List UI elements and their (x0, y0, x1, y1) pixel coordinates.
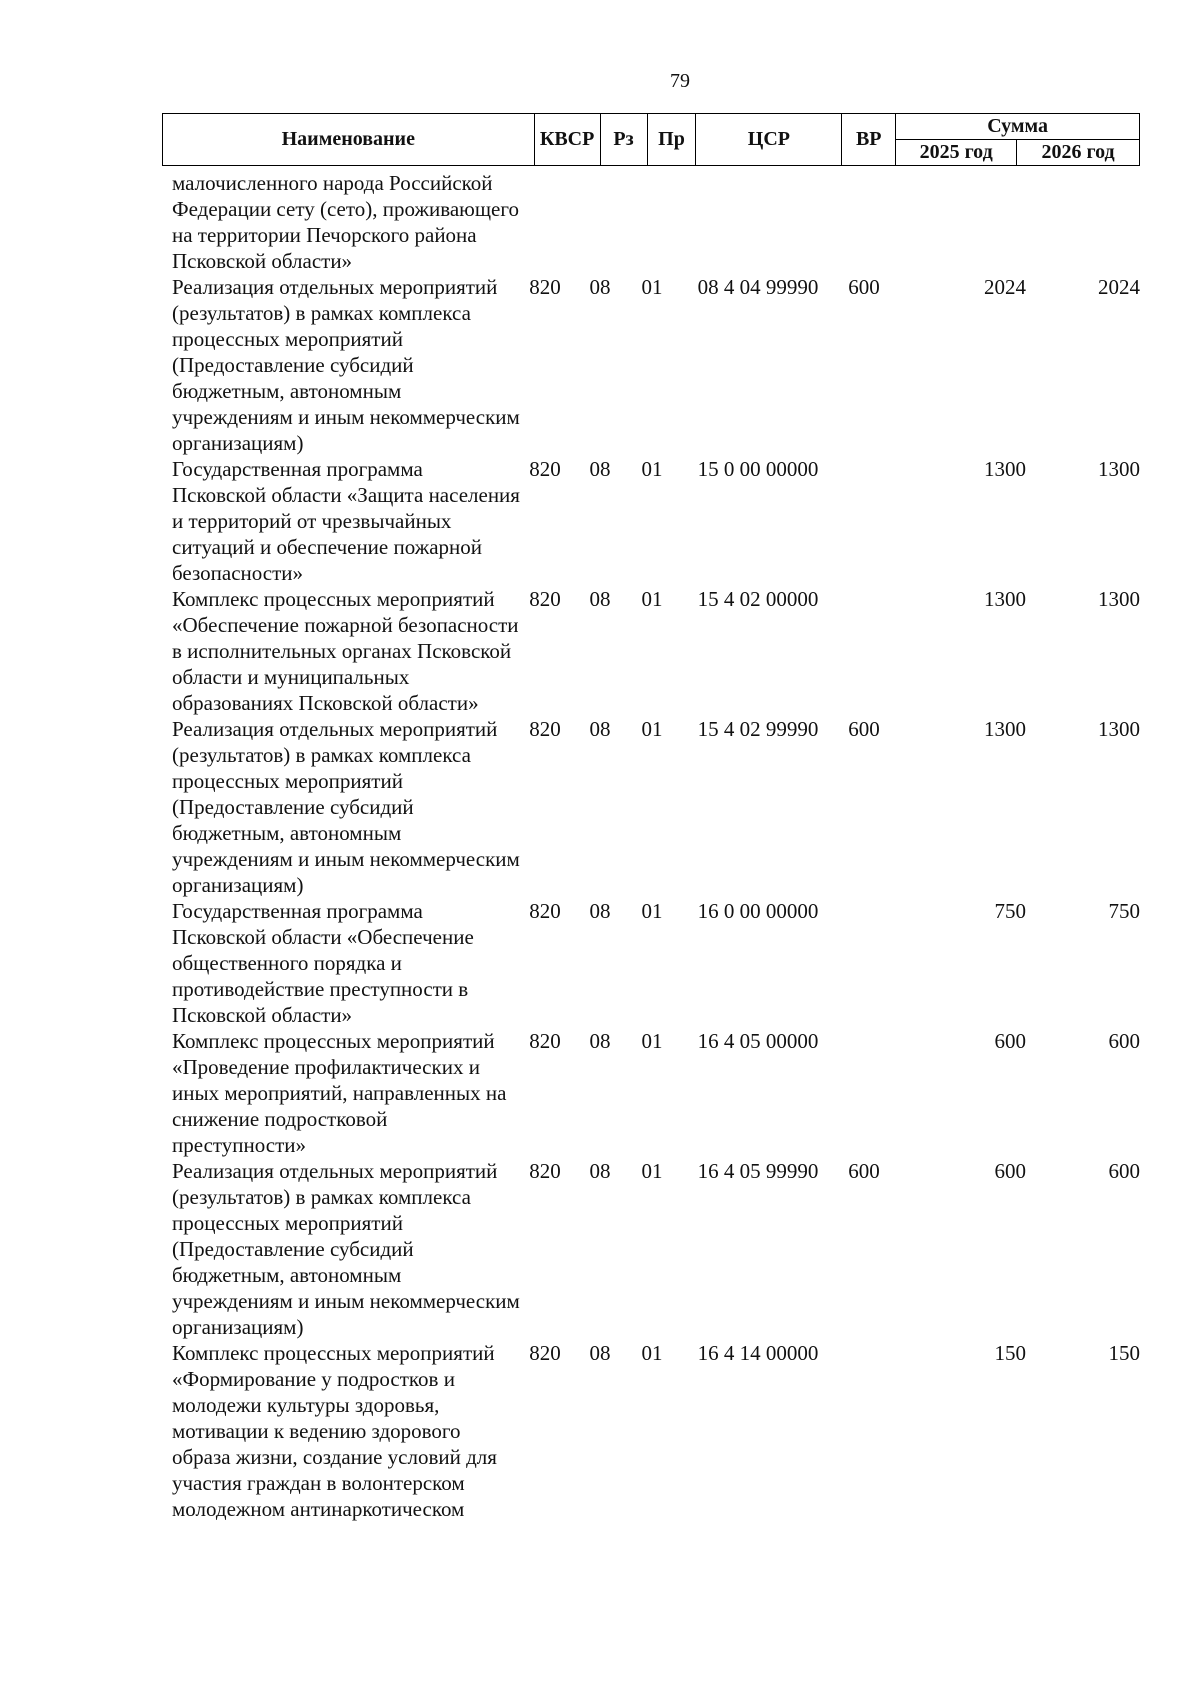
row-kvsr: 820 (529, 1159, 561, 1183)
row-csr: 16 4 05 99990 (697, 1159, 819, 1183)
row-csr: 08 4 04 99990 (697, 275, 819, 299)
row-csr: 16 4 05 00000 (697, 1029, 819, 1053)
row-vr: 600 (848, 717, 880, 741)
row-rz: 08 (589, 1159, 611, 1183)
row-sum-2025: 150 (994, 1341, 1026, 1365)
row-vr (842, 170, 886, 274)
row-name: Комплекс процессных мероприятий «Формирование у подростков и молодежи культуры здоровья, мотивации к ведению здорового образа жизни, создание условий для участия граждан в волонтерском молодежном антинаркотическом (172, 1341, 497, 1521)
row-vr (842, 456, 886, 586)
table-row (172, 898, 1140, 1028)
row-kvsr: 820 (529, 899, 561, 923)
row-sum-2026: 1300 (1098, 457, 1140, 481)
row-name: малочисленного народа Российской Федерации сету (сето), проживающего на территории Печорского района Псковской области» (172, 171, 519, 273)
row-sum-2026: 1300 (1098, 717, 1140, 741)
row-name: Государственная программа Псковской области «Защита населения и территорий от чрезвычайных ситуаций и обеспечение пожарной безопасности» (172, 457, 520, 585)
row-sum-2025: 2024 (984, 275, 1026, 299)
row-kvsr: 820 (529, 275, 561, 299)
row-vr: 600 (848, 1159, 880, 1183)
table-row (172, 170, 1140, 274)
row-pr: 01 (641, 1159, 663, 1183)
row-kvsr: 820 (529, 1341, 561, 1365)
row-sum-2026: 600 (1108, 1029, 1140, 1053)
table-row (172, 1340, 1140, 1522)
row-rz: 08 (589, 1029, 611, 1053)
row-pr (630, 170, 674, 274)
table-body (172, 170, 1140, 1522)
row-rz: 08 (589, 587, 611, 611)
table-row (172, 1158, 1140, 1340)
row-rz: 08 (589, 275, 611, 299)
row-sum-2026: 600 (1108, 1159, 1140, 1183)
row-name: Комплекс процессных мероприятий «Проведение профилактических и иных мероприятий, направленных на снижение подростковой преступности» (172, 1029, 507, 1157)
row-vr (842, 1028, 886, 1158)
row-sum-2025: 1300 (984, 717, 1026, 741)
row-kvsr: 820 (529, 587, 561, 611)
row-pr: 01 (641, 275, 663, 299)
row-name: Государственная программа Псковской области «Обеспечение общественного порядка и противодействие преступности в Псковской области» (172, 899, 474, 1027)
row-sum-2026: 1300 (1098, 587, 1140, 611)
row-rz (570, 170, 630, 274)
header-sum: Сумма (896, 114, 1140, 140)
row-vr: 600 (848, 275, 880, 299)
row-name: Реализация отдельных мероприятий (результатов) в рамках комплекса процессных мероприятий (Предоставление субсидий бюджетным, автономным учреждениям и иным некоммерческим организациям) (172, 275, 520, 455)
row-pr: 01 (641, 1029, 663, 1053)
row-csr: 15 4 02 99990 (697, 717, 819, 741)
header-name: Наименование (163, 114, 535, 166)
table-row (172, 586, 1140, 716)
header-year-2025: 2025 год (896, 140, 1017, 166)
table-header (162, 113, 1140, 166)
header-kvsr: КВСР (534, 114, 600, 166)
table-row (172, 716, 1140, 898)
row-sum-2025 (886, 170, 1026, 274)
row-vr (842, 898, 886, 1028)
table-row (172, 274, 1140, 456)
row-name: Реализация отдельных мероприятий (результатов) в рамках комплекса процессных мероприятий (Предоставление субсидий бюджетным, автономным учреждениям и иным некоммерческим организациям) (172, 1159, 520, 1339)
header-vr: ВР (842, 114, 896, 166)
row-pr: 01 (641, 457, 663, 481)
row-csr: 16 0 00 00000 (697, 899, 819, 923)
row-sum-2025: 1300 (984, 457, 1026, 481)
row-sum-2026 (1026, 170, 1140, 274)
header-pr: Пр (647, 114, 696, 166)
header-year-2026: 2026 год (1017, 140, 1140, 166)
row-sum-2025: 1300 (984, 587, 1026, 611)
row-pr: 01 (641, 587, 663, 611)
row-pr: 01 (641, 717, 663, 741)
row-kvsr: 820 (529, 717, 561, 741)
row-sum-2025: 600 (994, 1159, 1026, 1183)
row-pr: 01 (641, 899, 663, 923)
row-csr (674, 170, 842, 274)
row-csr: 16 4 14 00000 (697, 1341, 819, 1365)
row-sum-2026: 750 (1108, 899, 1140, 923)
row-rz: 08 (589, 457, 611, 481)
page-number: 79 (670, 70, 690, 92)
row-rz: 08 (589, 1341, 611, 1365)
row-csr: 15 0 00 00000 (697, 457, 819, 481)
row-kvsr (520, 170, 570, 274)
row-sum-2025: 750 (994, 899, 1026, 923)
row-sum-2026: 2024 (1098, 275, 1140, 299)
row-sum-2026: 150 (1108, 1341, 1140, 1365)
row-pr: 01 (641, 1341, 663, 1365)
row-name: Реализация отдельных мероприятий (результатов) в рамках комплекса процессных мероприятий (Предоставление субсидий бюджетным, автономным учреждениям и иным некоммерческим организациям) (172, 717, 520, 897)
row-vr (842, 1340, 886, 1522)
row-csr: 15 4 02 00000 (697, 587, 819, 611)
header-csr: ЦСР (696, 114, 842, 166)
table-row (172, 1028, 1140, 1158)
row-kvsr: 820 (529, 1029, 561, 1053)
row-sum-2025: 600 (994, 1029, 1026, 1053)
header-rz: Рз (600, 114, 647, 166)
row-vr (842, 586, 886, 716)
table-row (172, 456, 1140, 586)
row-name: Комплекс процессных мероприятий «Обеспечение пожарной безопасности в исполнительных органах Псковской области и муниципальных образованиях Псковской области» (172, 587, 519, 715)
row-rz: 08 (589, 717, 611, 741)
row-rz: 08 (589, 899, 611, 923)
row-kvsr: 820 (529, 457, 561, 481)
